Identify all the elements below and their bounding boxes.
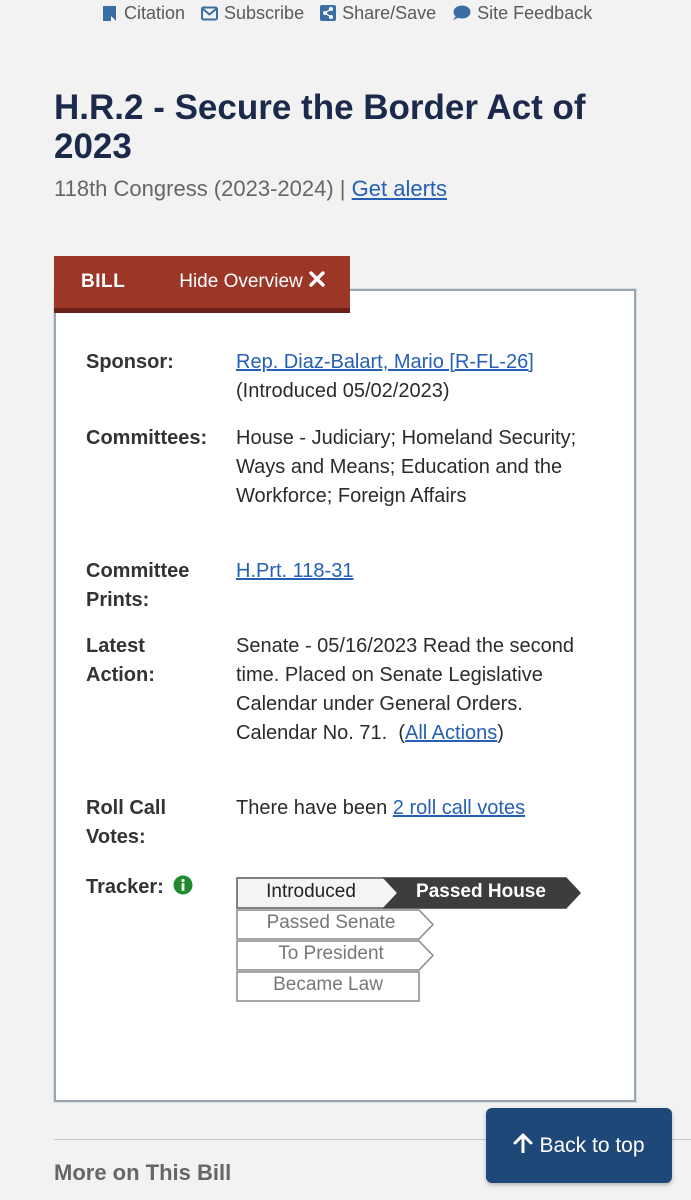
tracker-introduced-label: Introduced [266, 881, 356, 902]
latest-action-value [236, 632, 606, 748]
bill-overview-card [54, 289, 636, 1102]
tracker-step-to-president [236, 940, 436, 971]
sponsor-link[interactable]: Rep. Diaz-Balart, Mario [R-FL-26] [236, 351, 534, 373]
latest-action-open-paren: ( [398, 722, 405, 744]
info-icon[interactable] [173, 875, 193, 904]
doc-icon [102, 5, 118, 22]
get-alerts-link[interactable]: Get alerts [351, 176, 448, 201]
subscribe-link[interactable] [201, 3, 304, 24]
more-on-this-bill-heading: More on This Bill [54, 1160, 232, 1185]
roll-call-label: Roll Call Votes: [86, 797, 167, 848]
arrow-up-icon [513, 1133, 533, 1159]
hide-overview-label: Hide Overview [179, 271, 303, 292]
tracker-passed-house-label: Passed House [416, 881, 546, 902]
tab-bill-label: BILL [81, 271, 126, 292]
share-save-label: Share/Save [342, 2, 437, 23]
share-icon [320, 5, 336, 21]
speech-bubble-icon [452, 5, 471, 21]
tracker-label-wrap [86, 873, 216, 904]
site-feedback-label: Site Feedback [477, 2, 593, 23]
back-to-top-button[interactable] [486, 1108, 672, 1183]
tracker-step-passed-senate [236, 909, 436, 940]
latest-action-label: Latest Action: [86, 635, 155, 686]
hide-overview-button[interactable] [179, 271, 325, 293]
share-save-link[interactable] [320, 3, 436, 24]
roll-call-prefix: There have been [236, 797, 388, 819]
bill-overview-tab [54, 256, 350, 313]
citation-label: Citation [124, 2, 186, 23]
sponsor-label: Sponsor: [86, 351, 174, 373]
latest-action-text: Senate - 05/16/2023 Read the second time. Placed on Senate Legislative Calendar under General Orders. Calendar No. 71. [236, 635, 575, 744]
committee-print-link[interactable]: H.Prt. 118-31 [236, 560, 354, 582]
close-icon [309, 271, 325, 293]
congress-separator: | [339, 176, 346, 201]
congress-session: 118th Congress (2023-2024) [54, 176, 334, 201]
utility-toolbar [102, 0, 592, 26]
all-actions-link[interactable]: All Actions [405, 722, 498, 744]
committees-value: House - Judiciary; Homeland Security; Ways and Means; Education and the Workforce; Foreign Affairs [236, 427, 577, 507]
latest-action-close-paren: ) [497, 722, 504, 744]
tracker-step-introduced [236, 877, 581, 909]
sponsor-value [236, 348, 606, 406]
roll-call-votes-link[interactable]: 2 roll call votes [392, 797, 526, 819]
subscribe-label: Subscribe [224, 2, 305, 23]
committee-prints-label: Committee Prints: [86, 560, 190, 611]
sponsor-introduced: (Introduced 05/02/2023) [236, 380, 450, 402]
congress-line [54, 176, 447, 202]
site-feedback-link[interactable] [452, 3, 592, 24]
back-to-top-label: Back to top [539, 1133, 645, 1157]
tracker-passed-senate-label: Passed Senate [266, 912, 396, 933]
roll-call-value [236, 794, 606, 823]
tracker-step-became-law [236, 971, 420, 1002]
citation-link[interactable] [102, 3, 185, 24]
tracker-to-president-label: To President [278, 943, 384, 964]
tracker-label: Tracker: [86, 876, 164, 898]
envelope-icon [201, 6, 218, 21]
committee-prints-value [236, 557, 606, 586]
committees-label: Committees: [86, 427, 208, 449]
tracker-became-law-label: Became Law [273, 974, 383, 995]
bill-tracker [236, 877, 596, 1007]
page-title: H.R.2 - Secure the Border Act of 2023 [54, 88, 586, 166]
